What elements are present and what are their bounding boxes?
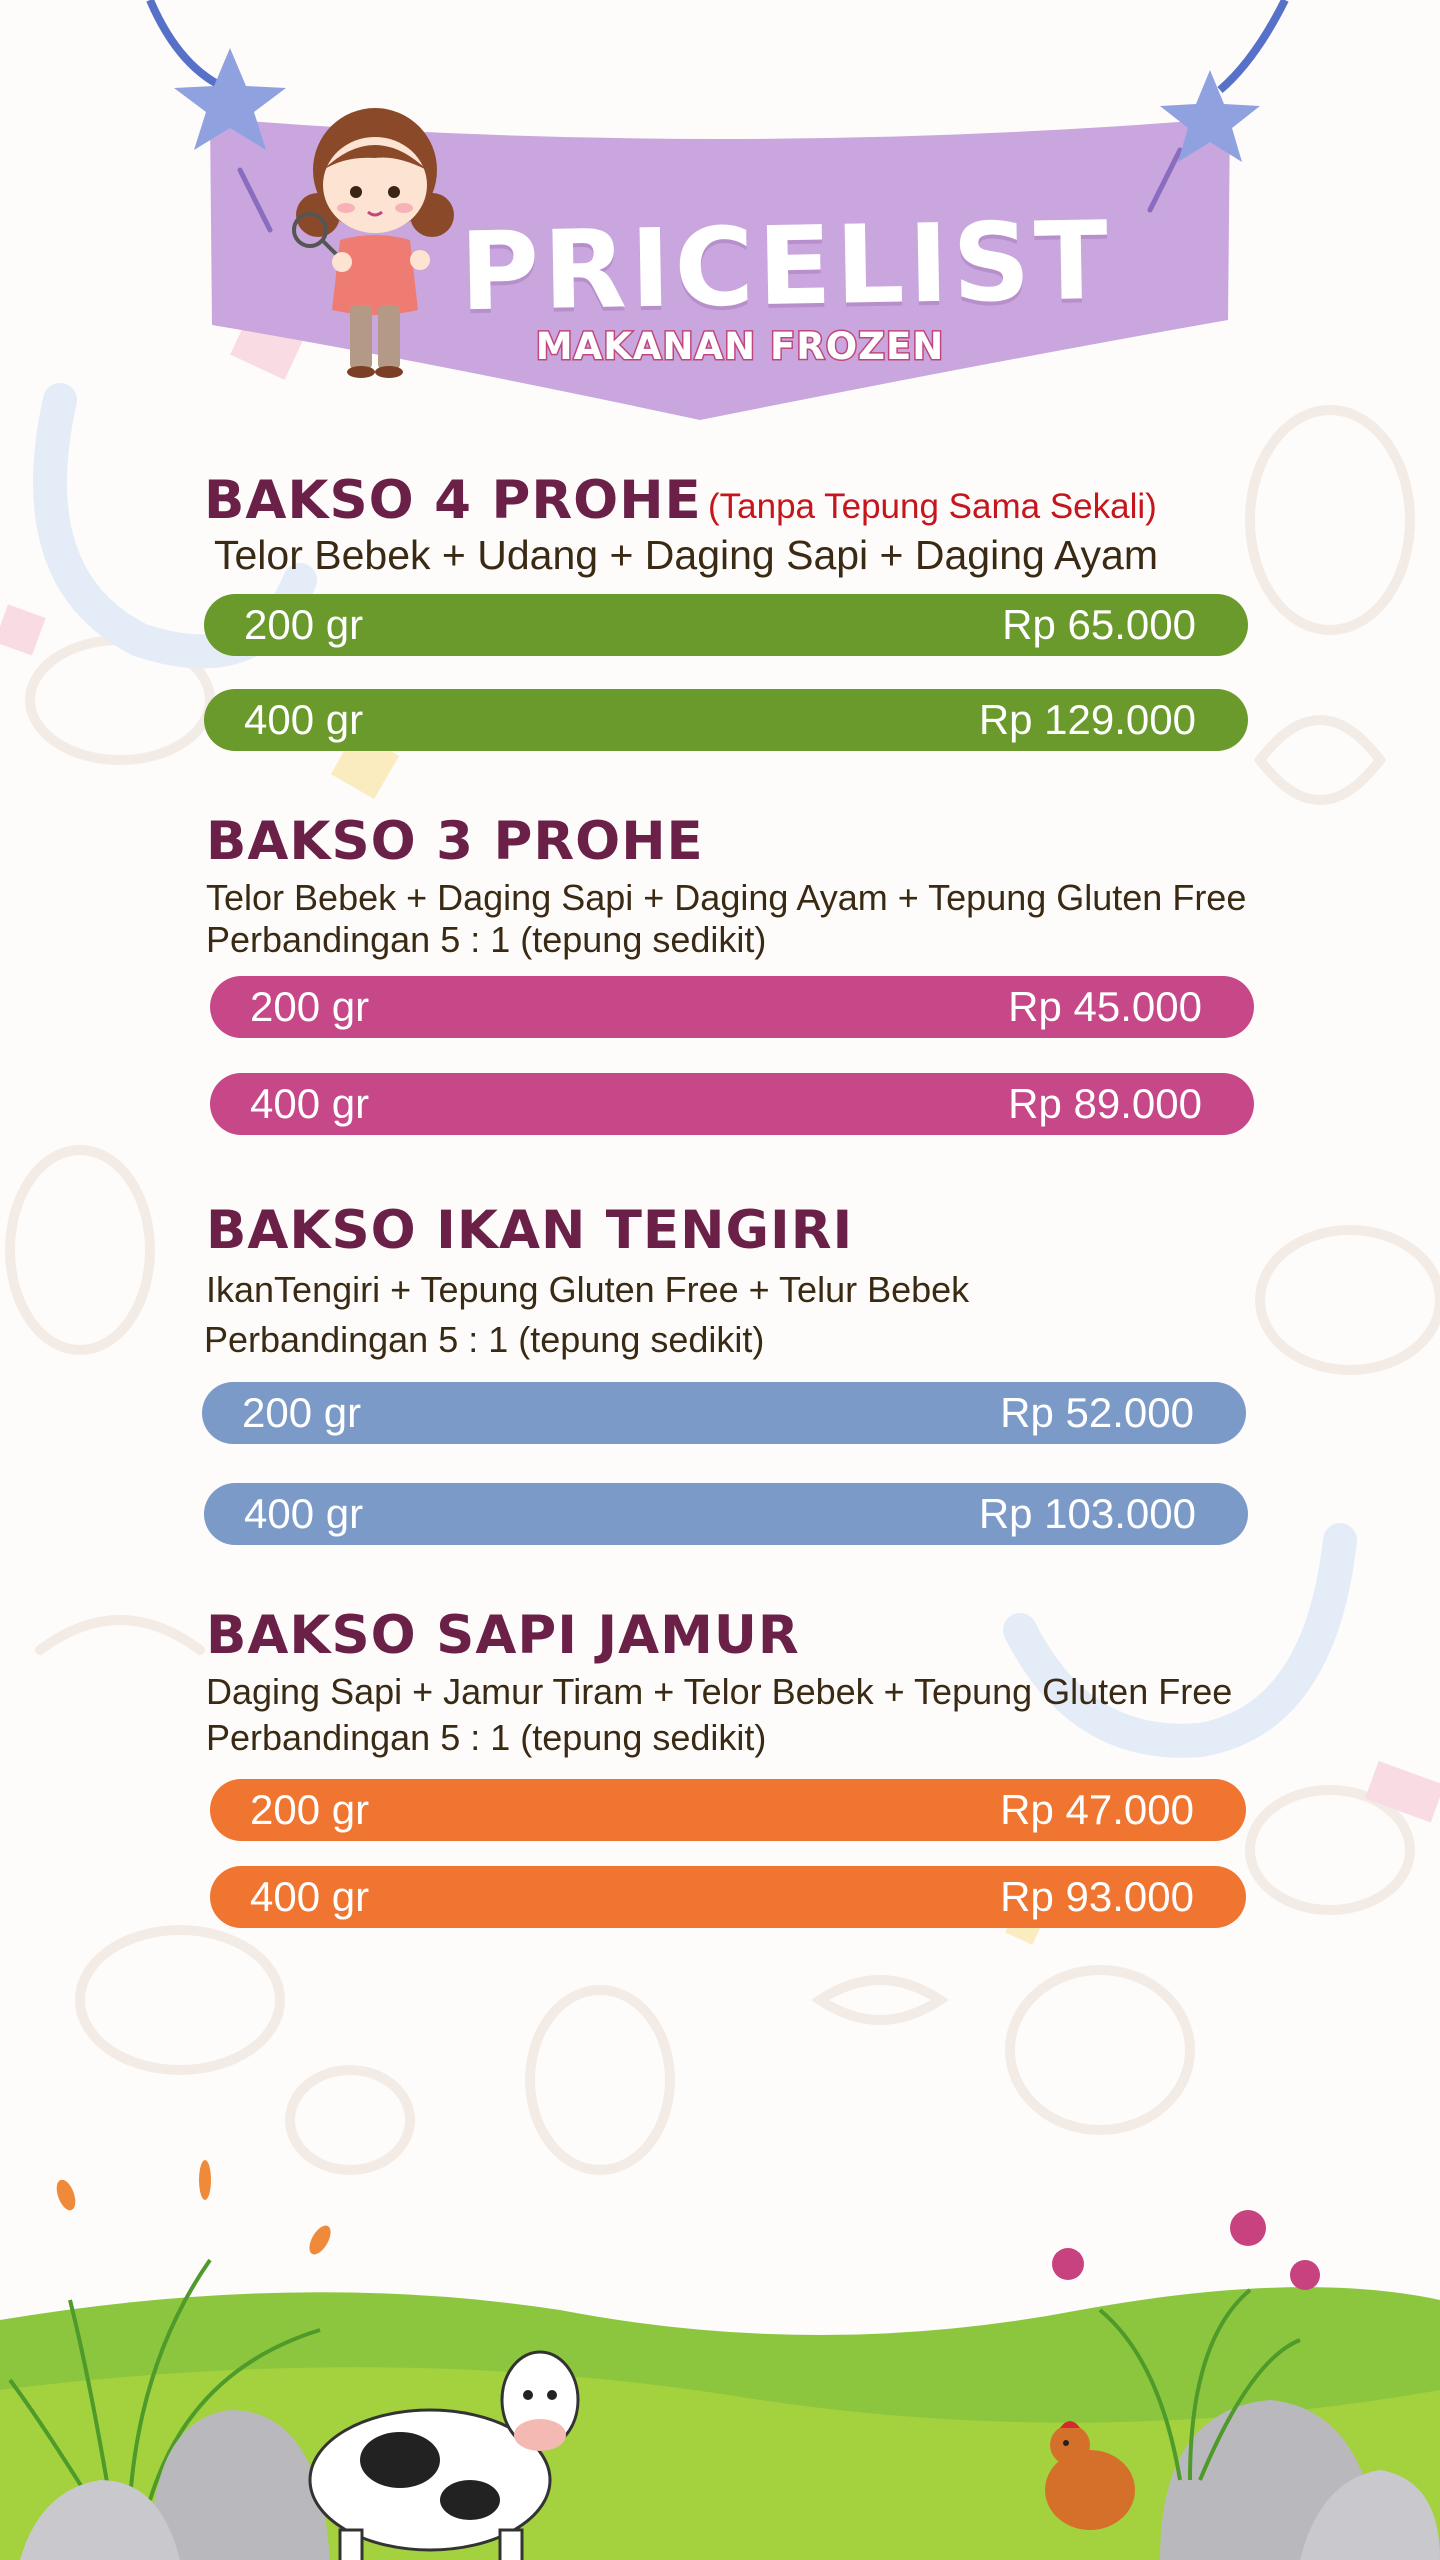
section-description-ratio: Perbandingan 5 : 1 (tepung sedikit) [206, 919, 767, 960]
price-weight: 400 gr [250, 1873, 370, 1920]
section-description: Telor Bebek + Udang + Daging Sapi + Daging Ayam [214, 532, 1159, 578]
price-amount: Rp 89.000 [1008, 1080, 1202, 1127]
section-description: Daging Sapi + Jamur Tiram + Telor Bebek + Tepung Gluten Free [206, 1671, 1233, 1712]
price-row [210, 1779, 1246, 1841]
chef-girl-illustration [270, 100, 480, 380]
price-row [204, 594, 1248, 656]
price-amount: Rp 47.000 [1000, 1786, 1194, 1833]
price-amount: Rp 52.000 [1000, 1389, 1194, 1436]
section-description-ratio: Perbandingan 5 : 1 (tepung sedikit) [206, 1717, 767, 1758]
price-weight: 400 gr [244, 696, 364, 743]
price-weight: 200 gr [242, 1389, 362, 1436]
section-description: IkanTengiri + Tepung Gluten Free + Telur Bebek [206, 1269, 970, 1310]
price-row [204, 689, 1248, 751]
section-title-bakso-4-prohe: BAKSO 4 PROHE [204, 470, 702, 531]
price-amount: Rp 45.000 [1008, 983, 1202, 1030]
price-weight: 200 gr [250, 1786, 370, 1833]
section-title-bakso-sapi-jamur: BAKSO SAPI JAMUR [206, 1605, 800, 1666]
price-amount: Rp 93.000 [1000, 1873, 1194, 1920]
price-weight: 400 gr [244, 1490, 364, 1537]
price-row [210, 1866, 1246, 1928]
section-note: (Tanpa Tepung Sama Sekali) [708, 487, 1157, 526]
section-description: Telor Bebek + Daging Sapi + Daging Ayam + Tepung Gluten Free [206, 877, 1247, 918]
price-amount: Rp 65.000 [1002, 601, 1196, 648]
banner-title: PRICELIST [458, 198, 1114, 336]
section-title-bakso-3-prohe: BAKSO 3 PROHE [206, 811, 704, 872]
price-amount: Rp 129.000 [978, 696, 1196, 743]
price-row [210, 1073, 1254, 1135]
farm-scenery-illustration [0, 2160, 1440, 2560]
price-row [210, 976, 1254, 1038]
price-row [204, 1483, 1248, 1545]
price-weight: 200 gr [244, 601, 364, 648]
price-weight: 400 gr [250, 1080, 370, 1127]
banner-subtitle: MAKANAN FROZEN [535, 325, 945, 368]
price-row [202, 1382, 1246, 1444]
price-amount: Rp 103.000 [978, 1490, 1196, 1537]
price-weight: 200 gr [250, 983, 370, 1030]
section-title-bakso-ikan-tengiri: BAKSO IKAN TENGIRI [206, 1200, 854, 1261]
section-description-ratio: Perbandingan 5 : 1 (tepung sedikit) [204, 1319, 765, 1360]
